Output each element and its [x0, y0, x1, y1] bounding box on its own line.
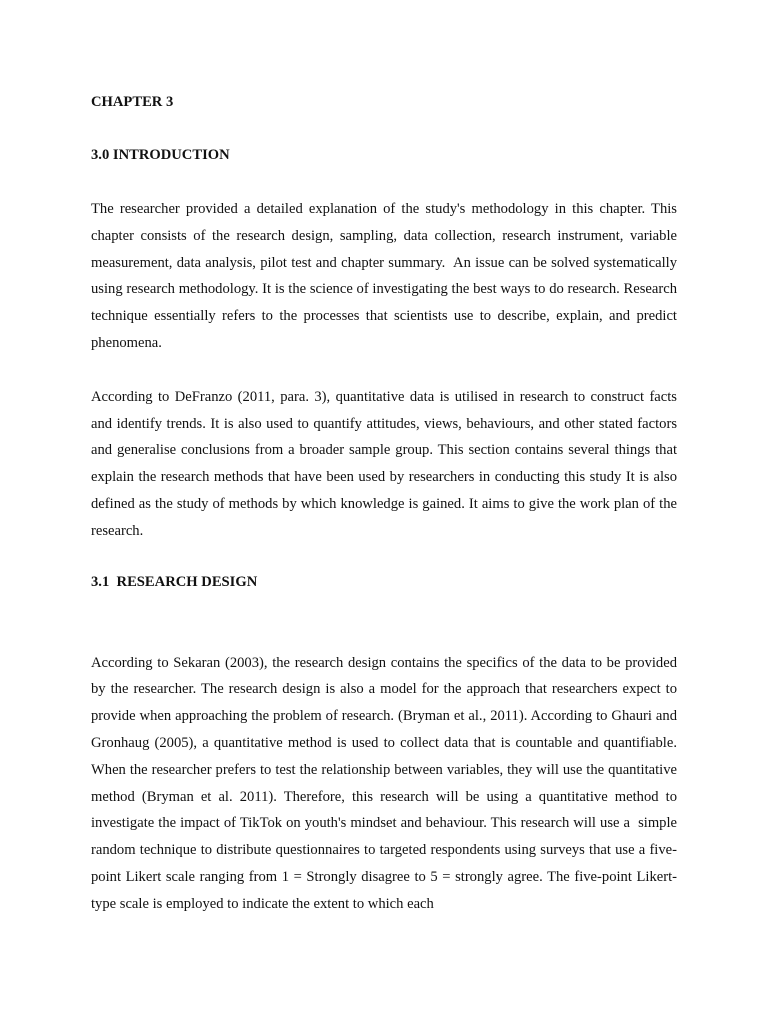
research-design-paragraph-1: According to Sekaran (2003), the research design contains the specifics of the data to be provided by the researcher. The research design is also a model for the approach that researchers expect to provide when approaching the problem of research. (Bryman et al., 2011). According to Ghauri and Gronhaug (2005), a quantitative method is used to collect data that is countable and quantifiable. When the researcher prefers to test the relationship between variables, they will use the quantitative method (Bryman et al. 2011). Therefore, this research will be using a quantitative method to investigate the impact of TikTok on youth's mindset and behaviour. This research will use a simple random technique to distribute questionnaires to targeted respondents using surveys that use a five-point Likert scale ranging from 1 = Strongly disagree to 5 = strongly agree. The five-point Likert-type scale is employed to indicate the extent to which each: [91, 654, 681, 912]
intro-paragraph-1: The researcher provided a detailed explanation of the study's methodology in this chapter. This chapter consists of the research design, sampling, data collection, research instrument, variable measurement, data analysis, pilot test and chapter summary. An issue can be solved systematically using research methodology. It is the science of investigating the best ways to do research. Research technique essentially refers to the processes that scientists use to describe, explain, and predict phenomena.: [91, 201, 681, 351]
spacer: [91, 357, 677, 384]
chapter-title: CHAPTER 3: [91, 94, 174, 110]
section-heading-introduction: 3.0 INTRODUCTION: [91, 147, 230, 163]
spacer: [91, 545, 677, 572]
spacer: [91, 165, 677, 196]
page-content: [91, 92, 681, 918]
spacer: [91, 112, 677, 145]
spacer: [91, 592, 677, 650]
section-heading-research-design: 3.1 RESEARCH DESIGN: [91, 573, 258, 590]
intro-paragraph-2: According to DeFranzo (2011, para. 3), quantitative data is utilised in research to construct facts and identify trends. It is also used to quantify attitudes, views, behaviours, and other stated factors and generalise conclusions from a broader sample group. This section contains several things that explain the research methods that have been used by researchers in conducting this study It is also defined as the study of methods by which knowledge is gained. It aims to give the work plan of the research.: [91, 388, 681, 539]
